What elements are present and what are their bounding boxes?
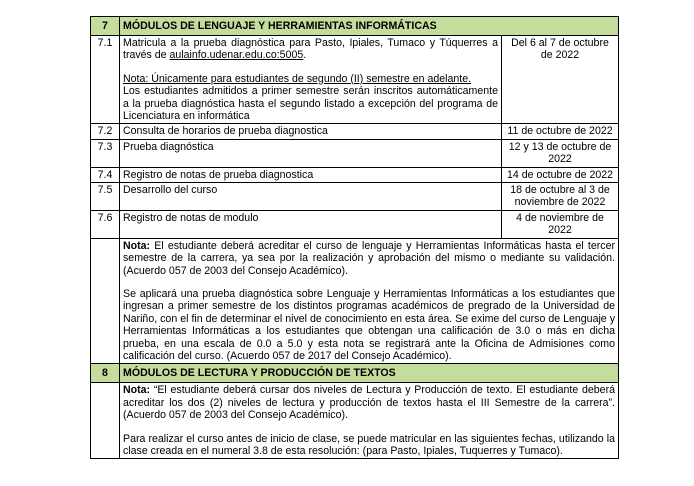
row-number: 7.4 xyxy=(91,167,120,182)
note-text: El estudiante deberá acreditar el curso de lenguaje y Herramientas Informáticas hasta el tercer semestre de la carrera, ya sea por la realización y aprobación del mismo o mediante su validación. (Acuerdo 057 de 2003 del Consejo Académico). xyxy=(123,239,615,277)
note-text: “El estudiante deberá cursar dos niveles de Lectura y Producción de texto. El estudiante deberá acreditar los dos (2) niveles de lectura y producción de textos hasta el III Semestre de la carrera”. (Acuerdo 057 de 2003 del Consejo Académico). xyxy=(123,384,615,422)
row-date: Del 6 al 7 de octubre de 2022 xyxy=(502,36,619,124)
row-description: Registro de notas de modulo xyxy=(120,210,502,238)
row-date: 4 de noviembre de 2022 xyxy=(502,210,619,238)
section-number: 8 xyxy=(91,364,120,383)
schedule-table xyxy=(90,16,619,459)
section-title: MÓDULOS DE LECTURA Y PRODUCCIÓN DE TEXTOS xyxy=(120,364,619,383)
note-label: Nota: xyxy=(123,239,151,252)
row-text: Los estudiantes admitidos a primer semestre serán inscritos automáticamente a la prueba diagnóstica hasta el segundo listado a excepción del programa de Licenciatura en informática xyxy=(123,85,498,123)
section-title: MÓDULOS DE LENGUAJE Y HERRAMIENTAS INFORMÁTICAS xyxy=(120,17,619,36)
table-row xyxy=(91,36,619,124)
row-date: 18 de octubre al 3 de noviembre de 2022 xyxy=(502,183,619,211)
table-row xyxy=(91,139,619,167)
row-description: Registro de notas de prueba diagnostica xyxy=(120,167,502,182)
aulainfo-link[interactable]: aulainfo.udenar.edu.co:5005 xyxy=(169,49,304,62)
row-description: Prueba diagnóstica xyxy=(120,139,502,167)
row-number: 7.2 xyxy=(91,124,120,139)
row-text: . xyxy=(303,49,307,62)
section-7-header xyxy=(91,17,619,36)
row-number: 7.6 xyxy=(91,210,120,238)
section-8-header xyxy=(91,364,619,383)
section-8-note-row xyxy=(91,383,619,459)
table-row xyxy=(91,167,619,182)
table-row xyxy=(91,124,619,139)
row-text: Matricula a la prueba diagnóstica para Pasto, Ipiales, Tumaco y Túquerres a través de xyxy=(123,37,498,62)
row-date: 11 de octubre de 2022 xyxy=(502,124,619,139)
section-7-note-row xyxy=(91,238,619,364)
row-number: 7.3 xyxy=(91,139,120,167)
table-row xyxy=(91,210,619,238)
table-row xyxy=(91,183,619,211)
row-number: 7.5 xyxy=(91,183,120,211)
row-note: Nota: Únicamente para estudiantes de segundo (II) semestre en adelante. xyxy=(123,72,472,85)
note-paragraph: Se aplicará una prueba diagnóstica sobre Lenguaje y Herramientas Informáticas a los estudiantes que ingresan a primer semestre de los distintos programas académicos de pregrado de la Universidad de Nariño, con el fin de determinar el nivel de conocimiento en esta área. Se exime del curso de Lenguaje y Herramientas Informáticas a los estudiantes que obtengan una calificación de 3.0 o más en dicha prueba, en una escala de 0.0 a 5.0 y esta nota se registrará ante la Oficina de Admisiones como calificación del curso. (Acuerdo 057 de 2017 del Consejo Académico). xyxy=(123,287,615,362)
section-note xyxy=(120,383,619,459)
note-label: Nota: xyxy=(123,384,151,397)
row-description: Consulta de horarios de prueba diagnostica xyxy=(120,124,502,139)
note-paragraph: Para realizar el curso antes de inicio de clase, se puede matricular en las siguientes fechas, utilizando la clase creada en el numeral 3.8 de esta resolución: (para Pasto, Ipiales, Tuquerres y Tumaco). xyxy=(123,432,615,457)
section-number: 7 xyxy=(91,17,120,36)
row-description xyxy=(120,36,502,124)
row-date: 12 y 13 de octubre de 2022 xyxy=(502,139,619,167)
row-description: Desarrollo del curso xyxy=(120,183,502,211)
row-date: 14 de octubre de 2022 xyxy=(502,167,619,182)
row-number: 7.1 xyxy=(91,36,120,124)
section-note xyxy=(120,238,619,364)
